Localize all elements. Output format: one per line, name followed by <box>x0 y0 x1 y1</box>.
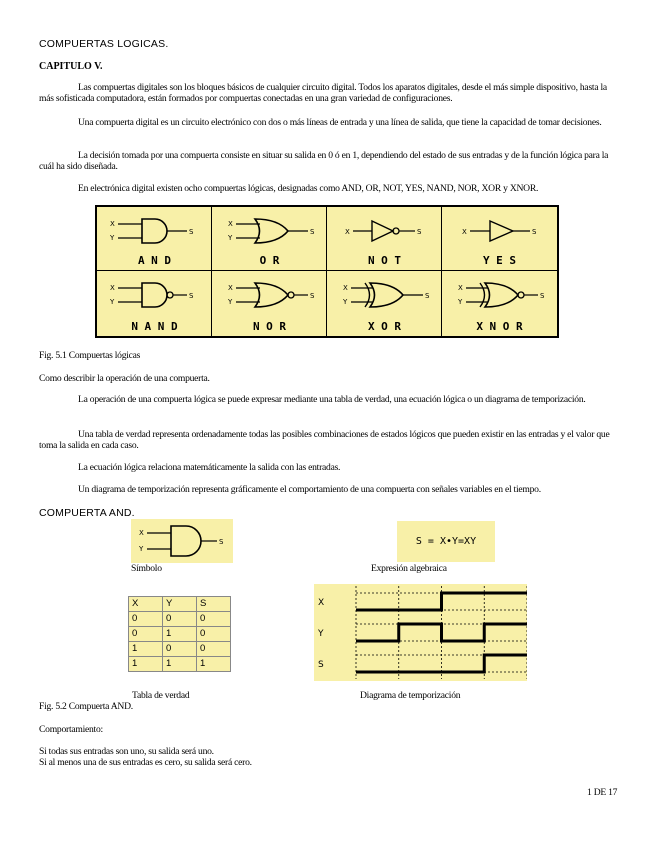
intro-paragraph-3: La decisión tomada por una compuerta consiste en situar su salida en 0 ó en 1, dependiendo del estado de sus entradas y de la función lógica para la cuál ha sido diseñada. <box>39 150 609 172</box>
table-cell: 0 <box>129 627 163 642</box>
truth-table-label: Tabla de verdad <box>132 690 190 701</box>
timing-signal-label: S <box>318 660 324 670</box>
svg-text:X: X <box>228 284 233 292</box>
table-row <box>129 612 231 627</box>
svg-text:S: S <box>310 292 315 300</box>
table-cell: 0 <box>197 612 231 627</box>
gate-cell-xnor <box>442 271 557 336</box>
svg-text:Y: Y <box>228 234 233 242</box>
timing-signal-label: Y <box>318 629 324 639</box>
intro-paragraph-1: Las compuertas digitales son los bloques básicos de cualquier circuito digital. Todos los aparatos digitales, desde el más simple dispositivo, hasta la más sofisticada computadora, están formados por compuertas conectadas en una gran variedad de configuraciones. <box>39 82 607 104</box>
table-cell: 1 <box>129 642 163 657</box>
timing-diagram <box>314 584 527 681</box>
svg-text:X: X <box>139 529 144 537</box>
svg-text:Y: Y <box>110 298 115 306</box>
svg-text:Y: Y <box>139 545 144 553</box>
svg-text:X: X <box>345 228 350 236</box>
table-cell: 0 <box>129 612 163 627</box>
table-cell: 1 <box>129 657 163 672</box>
table-cell: 1 <box>163 657 197 672</box>
gate-label-yes: Y E S <box>482 254 517 267</box>
describe-paragraph-3: La ecuación lógica relaciona matemáticamente la salida con las entradas. <box>78 462 341 473</box>
gate-cell-yes <box>442 207 557 271</box>
gate-cell-nor <box>212 271 327 336</box>
table-cell: 1 <box>197 657 231 672</box>
table-cell: 1 <box>163 627 197 642</box>
intro-paragraph-4: En electrónica digital existen ocho compuertas lógicas, designadas como AND, OR, NOT, YES, NAND, NOR, XOR y XNOR. <box>78 183 539 194</box>
svg-text:Y: Y <box>458 298 463 306</box>
describe-paragraph-1: La operación de una compuerta lógica se puede expresar mediante una tabla de verdad, una ecuación lógica o un diagrama de temporización. <box>78 394 586 405</box>
gate-label-xor: X O R <box>367 320 402 333</box>
gate-label-nor: N O R <box>252 320 287 333</box>
gate-cell-xor <box>327 271 442 336</box>
timing-waveform-y <box>356 624 527 641</box>
svg-text:S: S <box>540 292 545 300</box>
table-cell: 0 <box>163 612 197 627</box>
svg-text:Y: Y <box>343 298 348 306</box>
behavior-title: Comportamiento: <box>39 724 103 735</box>
gate-cell-not <box>327 207 442 271</box>
svg-text:X: X <box>343 284 348 292</box>
and-gate-icon <box>131 519 233 563</box>
timing-diagram-plot <box>314 584 527 681</box>
describe-title: Como describir la operación de una compuerta. <box>39 373 210 384</box>
table-cell: 0 <box>197 627 231 642</box>
gate-label-nand: N A N D <box>131 320 178 333</box>
svg-text:X: X <box>110 284 115 292</box>
truth-table <box>128 596 231 672</box>
intro-paragraph-2: Una compuerta digital es un circuito electrónico con dos o más líneas de entrada y una línea de salida, que tiene la capacidad de tomar decisiones. <box>78 117 602 128</box>
svg-text:X: X <box>462 228 467 236</box>
describe-paragraph-2: Una tabla de verdad representa ordenadamente todas las posibles combinaciones de estados lógicos que pueden existir en las entradas y el valor que toma la salida en cada caso. <box>39 429 610 451</box>
page-number: 1 DE 17 <box>587 787 618 798</box>
svg-text:S: S <box>417 228 422 236</box>
svg-text:X: X <box>228 220 233 228</box>
svg-text:S: S <box>189 292 194 300</box>
svg-text:X: X <box>110 220 115 228</box>
symbol-label: Símbolo <box>131 563 162 574</box>
figure-caption-5-2: Fig. 5.2 Compuerta AND. <box>39 701 133 712</box>
table-cell: 0 <box>197 642 231 657</box>
header-cell: X <box>129 597 163 612</box>
gate-label-and: A N D <box>137 254 172 267</box>
svg-text:S: S <box>425 292 430 300</box>
table-row <box>129 657 231 672</box>
gate-label-not: N O T <box>367 254 402 267</box>
gate-table <box>95 205 559 338</box>
chapter-title: CAPITULO V. <box>39 61 103 72</box>
and-symbol-box <box>131 519 233 563</box>
expression-label: Expresión algebraica <box>371 563 447 574</box>
algebraic-expression: S = X•Y=XY <box>397 521 495 562</box>
section-title: COMPUERTAS LOGICAS. <box>39 38 169 50</box>
timing-signal-label: X <box>318 598 325 608</box>
header-cell: Y <box>163 597 197 612</box>
gate-cell-or <box>212 207 327 271</box>
svg-text:X: X <box>458 284 463 292</box>
gate-cell-and <box>97 207 212 271</box>
table-row <box>129 627 231 642</box>
describe-paragraph-4: Un diagrama de temporización representa gráficamente el comportamiento de una compuerta con señales variables en el tiempo. <box>78 484 541 495</box>
figure-caption-5-1: Fig. 5.1 Compuertas lógicas <box>39 350 141 361</box>
gate-label-or: O R <box>259 254 280 267</box>
svg-text:S: S <box>532 228 537 236</box>
timing-waveform-x <box>356 593 527 610</box>
svg-text:Y: Y <box>110 234 115 242</box>
gate-cell-nand <box>97 271 212 336</box>
table-cell: 0 <box>163 642 197 657</box>
truth-table-header <box>129 597 231 612</box>
svg-text:S: S <box>219 538 224 546</box>
svg-text:S: S <box>310 228 315 236</box>
svg-text:Y: Y <box>228 298 233 306</box>
timing-label: Diagrama de temporización <box>360 690 461 701</box>
behavior-line-2: Si al menos una de sus entradas es cero, su salida será cero. <box>39 757 252 768</box>
table-row <box>129 642 231 657</box>
and-section-title: COMPUERTA AND. <box>39 507 135 519</box>
behavior-line-1: Si todas sus entradas son uno, su salida será uno. <box>39 746 214 757</box>
svg-text:S: S <box>189 228 194 236</box>
gate-label-xnor: X N O R <box>476 320 523 333</box>
header-cell: S <box>197 597 231 612</box>
